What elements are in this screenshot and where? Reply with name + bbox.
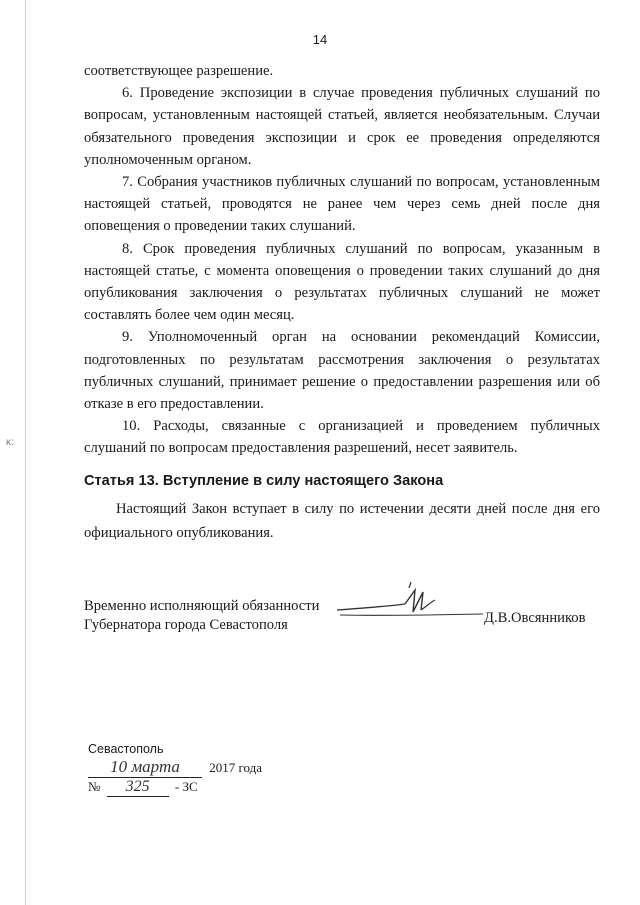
body-text — [84, 60, 600, 460]
signatory-title-line1: Временно исполняющий обязанности — [84, 598, 320, 614]
handwritten-signature — [335, 580, 485, 630]
place-of-signing: Севастополь — [88, 742, 164, 756]
number-suffix: - ЗС — [174, 779, 198, 794]
article-heading: Статья 13. Вступление в силу настоящего Закона — [84, 473, 444, 489]
date-year: 2017 года — [209, 760, 263, 775]
handwritten-date: 10 марта — [88, 757, 202, 778]
page-number: 14 — [312, 32, 328, 47]
law-number-line — [88, 778, 198, 797]
signatory-title-line2: Губернатора города Севастополя — [84, 617, 288, 633]
paragraph-6: 6. Проведение экспозиции в случае проведения публичных слушаний по вопросам, установленным настоящей статьей, является необязательным. Случаи обязательного проведения экспозиции и срок ее проведения определяются уполномоченным органом. — [84, 85, 600, 168]
article-text: Настоящий Закон вступает в силу по истечении десяти дней после дня его официального опубликования. — [84, 501, 600, 541]
paragraph-10: 10. Расходы, связанные с организацией и проведением публичных слушаний по вопросам предоставления разрешений, несет заявитель. — [84, 418, 600, 457]
paragraph-9: 9. Уполномоченный орган на основании рекомендаций Комиссии, подготовленных по результатам рассмотрения заключения о результатах публичных слушаний, принимает решение о предоставлении разрешения или об отказе в его предоставлении. — [84, 329, 600, 413]
paragraph-continuation: соответствующее разрешение. — [84, 63, 274, 79]
date-line — [88, 757, 262, 778]
signatory-title — [84, 597, 319, 635]
margin-line — [25, 0, 26, 905]
number-sign: № — [88, 779, 101, 794]
paragraph-8: 8. Срок проведения публичных слушаний по вопросам, указанным в настоящей статье, с момента оповещения о проведении таких слушаний до дня опубликования заключения о результатах публичных слушаний не может составлять более чем один месяц. — [84, 240, 600, 324]
handwritten-number: 325 — [107, 778, 169, 797]
margin-mark: ĸ: — [6, 437, 14, 448]
signatory-name: Д.В.Овсянников — [484, 610, 586, 626]
paragraph-7: 7. Собрания участников публичных слушаний по вопросам, установленным настоящей статьей, проводятся не ранее чем через семь дней после дня оповещения о проведении таких слушаний. — [84, 174, 600, 235]
